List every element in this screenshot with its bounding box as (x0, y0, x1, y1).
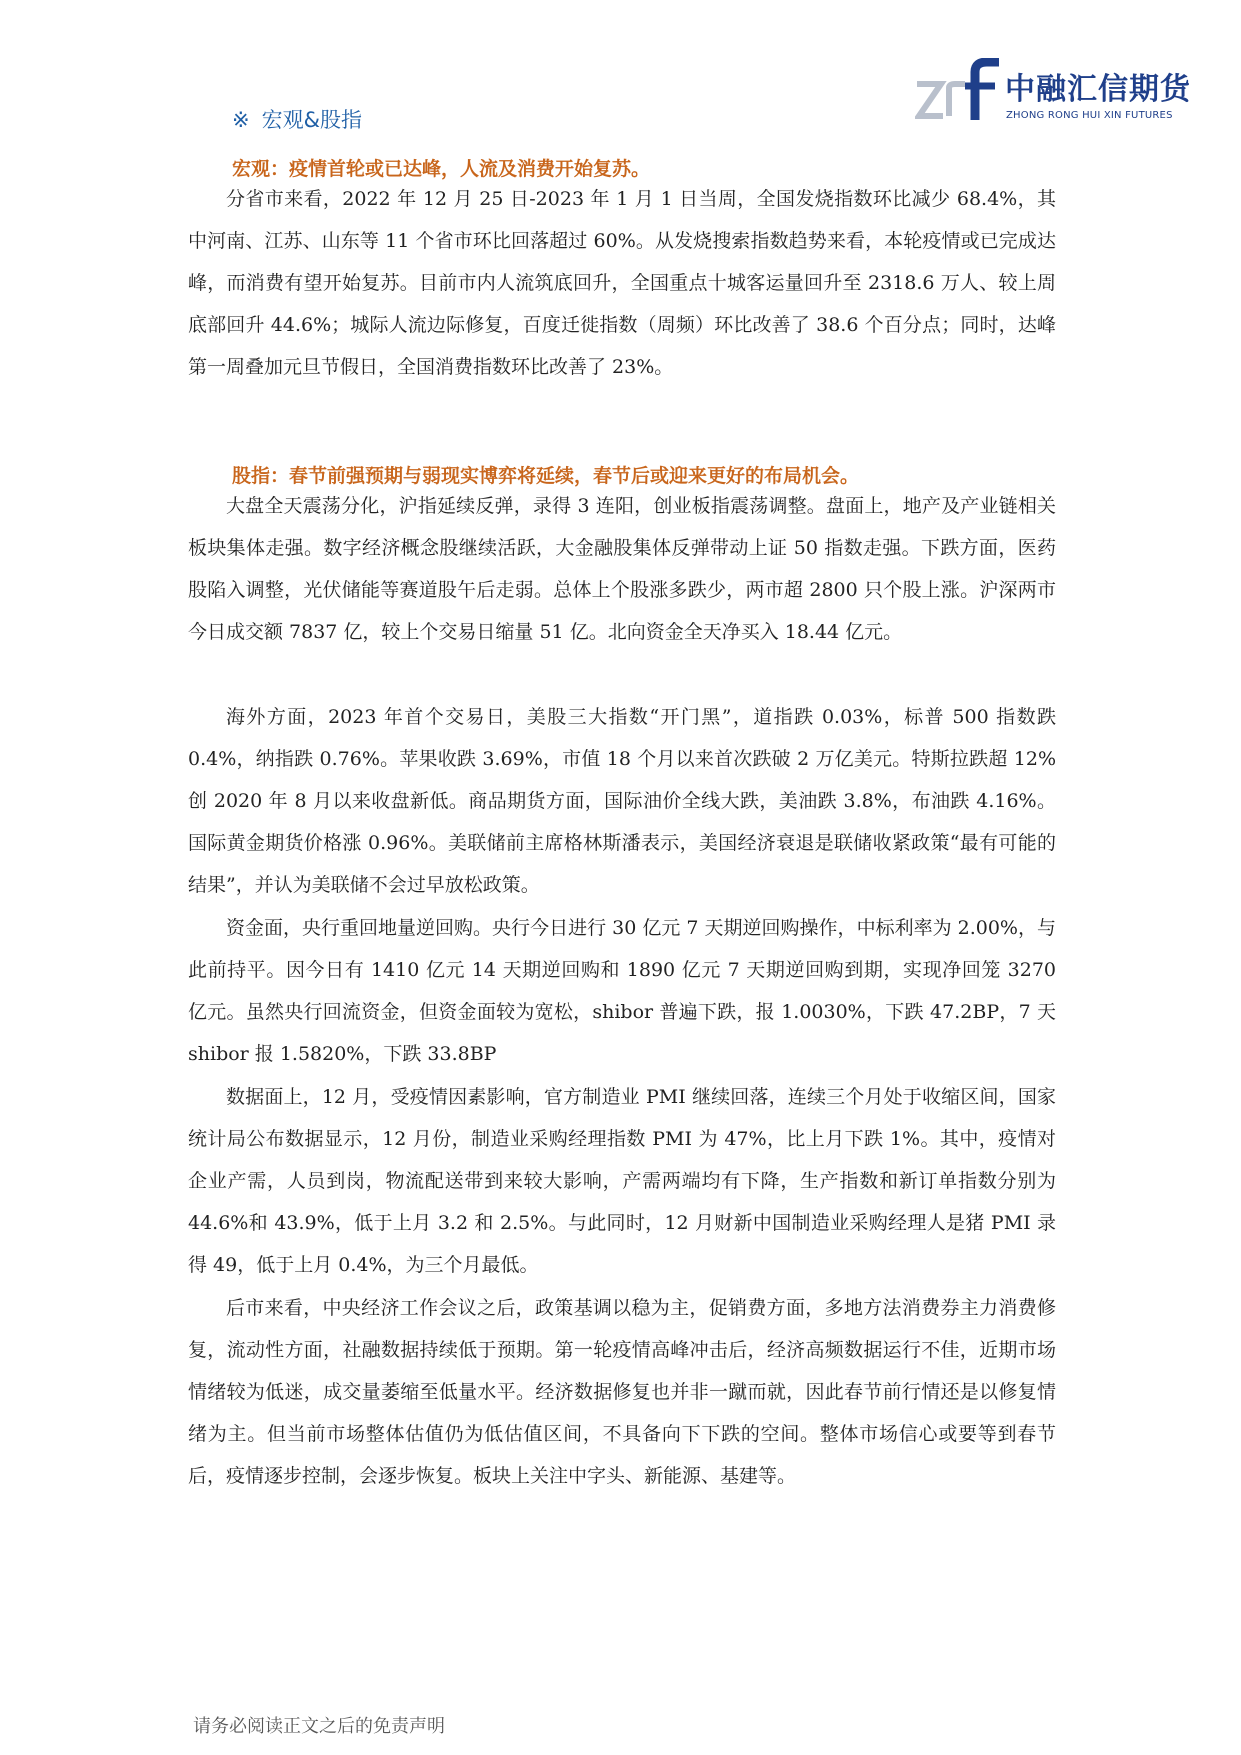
logo-name-en: ZHONG RONG HUI XIN FUTURES (1006, 110, 1173, 121)
index-paragraph-data: 数据面上，12 月，受疫情因素影响，官方制造业 PMI 继续回落，连续三个月处于收缩区间，国家统计局公布数据显示，12 月份，制造业采购经理指数 PMI 为 47%，比上月下跌 1%。其中，疫情对企业产需，人员到岗，物流配送带到来较大影响，产需两端均有下降，生产指数和新订单指数分别为 44.6%和 43.9%，低于上月 3.2 和 2.5%。与此同时，12 月财新中国制造业采购经理人是猪 PMI 录得 49，低于上月 0.4%，为三个月最低。 (188, 1086, 1056, 1276)
company-logo (915, 58, 1195, 126)
footer-disclaimer: 请务必阅读正文之后的免责声明 (193, 1716, 445, 1737)
index-paragraph-outlook: 后市来看，中央经济工作会议之后，政策基调以稳为主，促销费方面，多地方法消费券主力消费修复，流动性方面，社融数据持续低于预期。第一轮疫情高峰冲击后，经济高频数据运行不佳，近期市场情绪较为低迷，成交量萎缩至低量水平。经济数据修复也并非一蹴而就，因此春节前行情还是以修复情绪为主。但当前市场整体估值仍为低估值区间，不具备向下下跌的空间。整体市场信心或要等到春节后，疫情逐步控制，会逐步恢复。板块上关注中字头、新能源、基建等。 (188, 1297, 1056, 1487)
logo-name-cn: 中融汇信期货 (1005, 72, 1191, 107)
macro-heading: 宏观：疫情首轮或已达峰，人流及消费开始复苏。 (232, 158, 651, 180)
index-paragraph-funding: 资金面，央行重回地量逆回购。央行今日进行 30 亿元 7 天期逆回购操作，中标利率为 2.00%，与此前持平。因今日有 1410 亿元 14 天期逆回购和 1890 亿元 7 天期逆回购到期，实现净回笼 3270 亿元。虽然央行回流资金，但资金面较为宽松，shibor 普遍下跌，报 1.0030%，下跌 47.2BP，7 天 shibor 报 1.5820%，下跌 33.8BP (188, 917, 1056, 1065)
macro-paragraph: 分省市来看，2022 年 12 月 25 日-2023 年 1 月 1 日当周，全国发烧指数环比减少 68.4%，其中河南、江苏、山东等 11 个省市环比回落超过 60%。从发烧搜索指数趋势来看，本轮疫情或已完成达峰，而消费有望开始复苏。目前市内人流筑底回升，全国重点十城客运量回升至 2318.6 万人、较上周底部回升 44.6%；城际人流边际修复，百度迁徙指数（周频）环比改善了 38.6 个百分点；同时，达峰第一周叠加元旦节假日，全国消费指数环比改善了 23%。 (188, 188, 1056, 378)
index-heading: 股指：春节前强预期与弱现实博弈将延续，春节后或迎来更好的布局机会。 (232, 465, 860, 487)
index-paragraph-market: 大盘全天震荡分化，沪指延续反弹，录得 3 连阳，创业板指震荡调整。盘面上，地产及产业链相关板块集体走强。数字经济概念股继续活跃，大金融股集体反弹带动上证 50 指数走强。下跌方面，医药股陷入调整，光伏储能等赛道股午后走弱。总体上个股涨多跌少，两市超 2800 只个股上涨。沪深两市今日成交额 7837 亿，较上个交易日缩量 51 亿。北向资金全天净买入 18.44 亿元。 (188, 495, 1056, 643)
zrf-logo-mark (915, 58, 1001, 124)
index-paragraph-overseas: 海外方面，2023 年首个交易日，美股三大指数“开门黑”，道指跌 0.03%，标普 500 指数跌 0.4%，纳指跌 0.76%。苹果收跌 3.69%，市值 18 个月以来首次跌破 2 万亿美元。特斯拉跌超 12%创 2020 年 8 月以来收盘新低。商品期货方面，国际油价全线大跌，美油跌 3.8%，布油跌 4.16%。国际黄金期货价格涨 0.96%。美联储前主席格林斯潘表示，美国经济衰退是联储收紧政策“最有可能的结果”，并认为美联储不会过早放松政策。 (188, 706, 1056, 896)
section-title (232, 104, 362, 134)
section-title-text: 宏观&股指 (261, 108, 362, 132)
reference-mark-icon: ※ (232, 108, 250, 132)
